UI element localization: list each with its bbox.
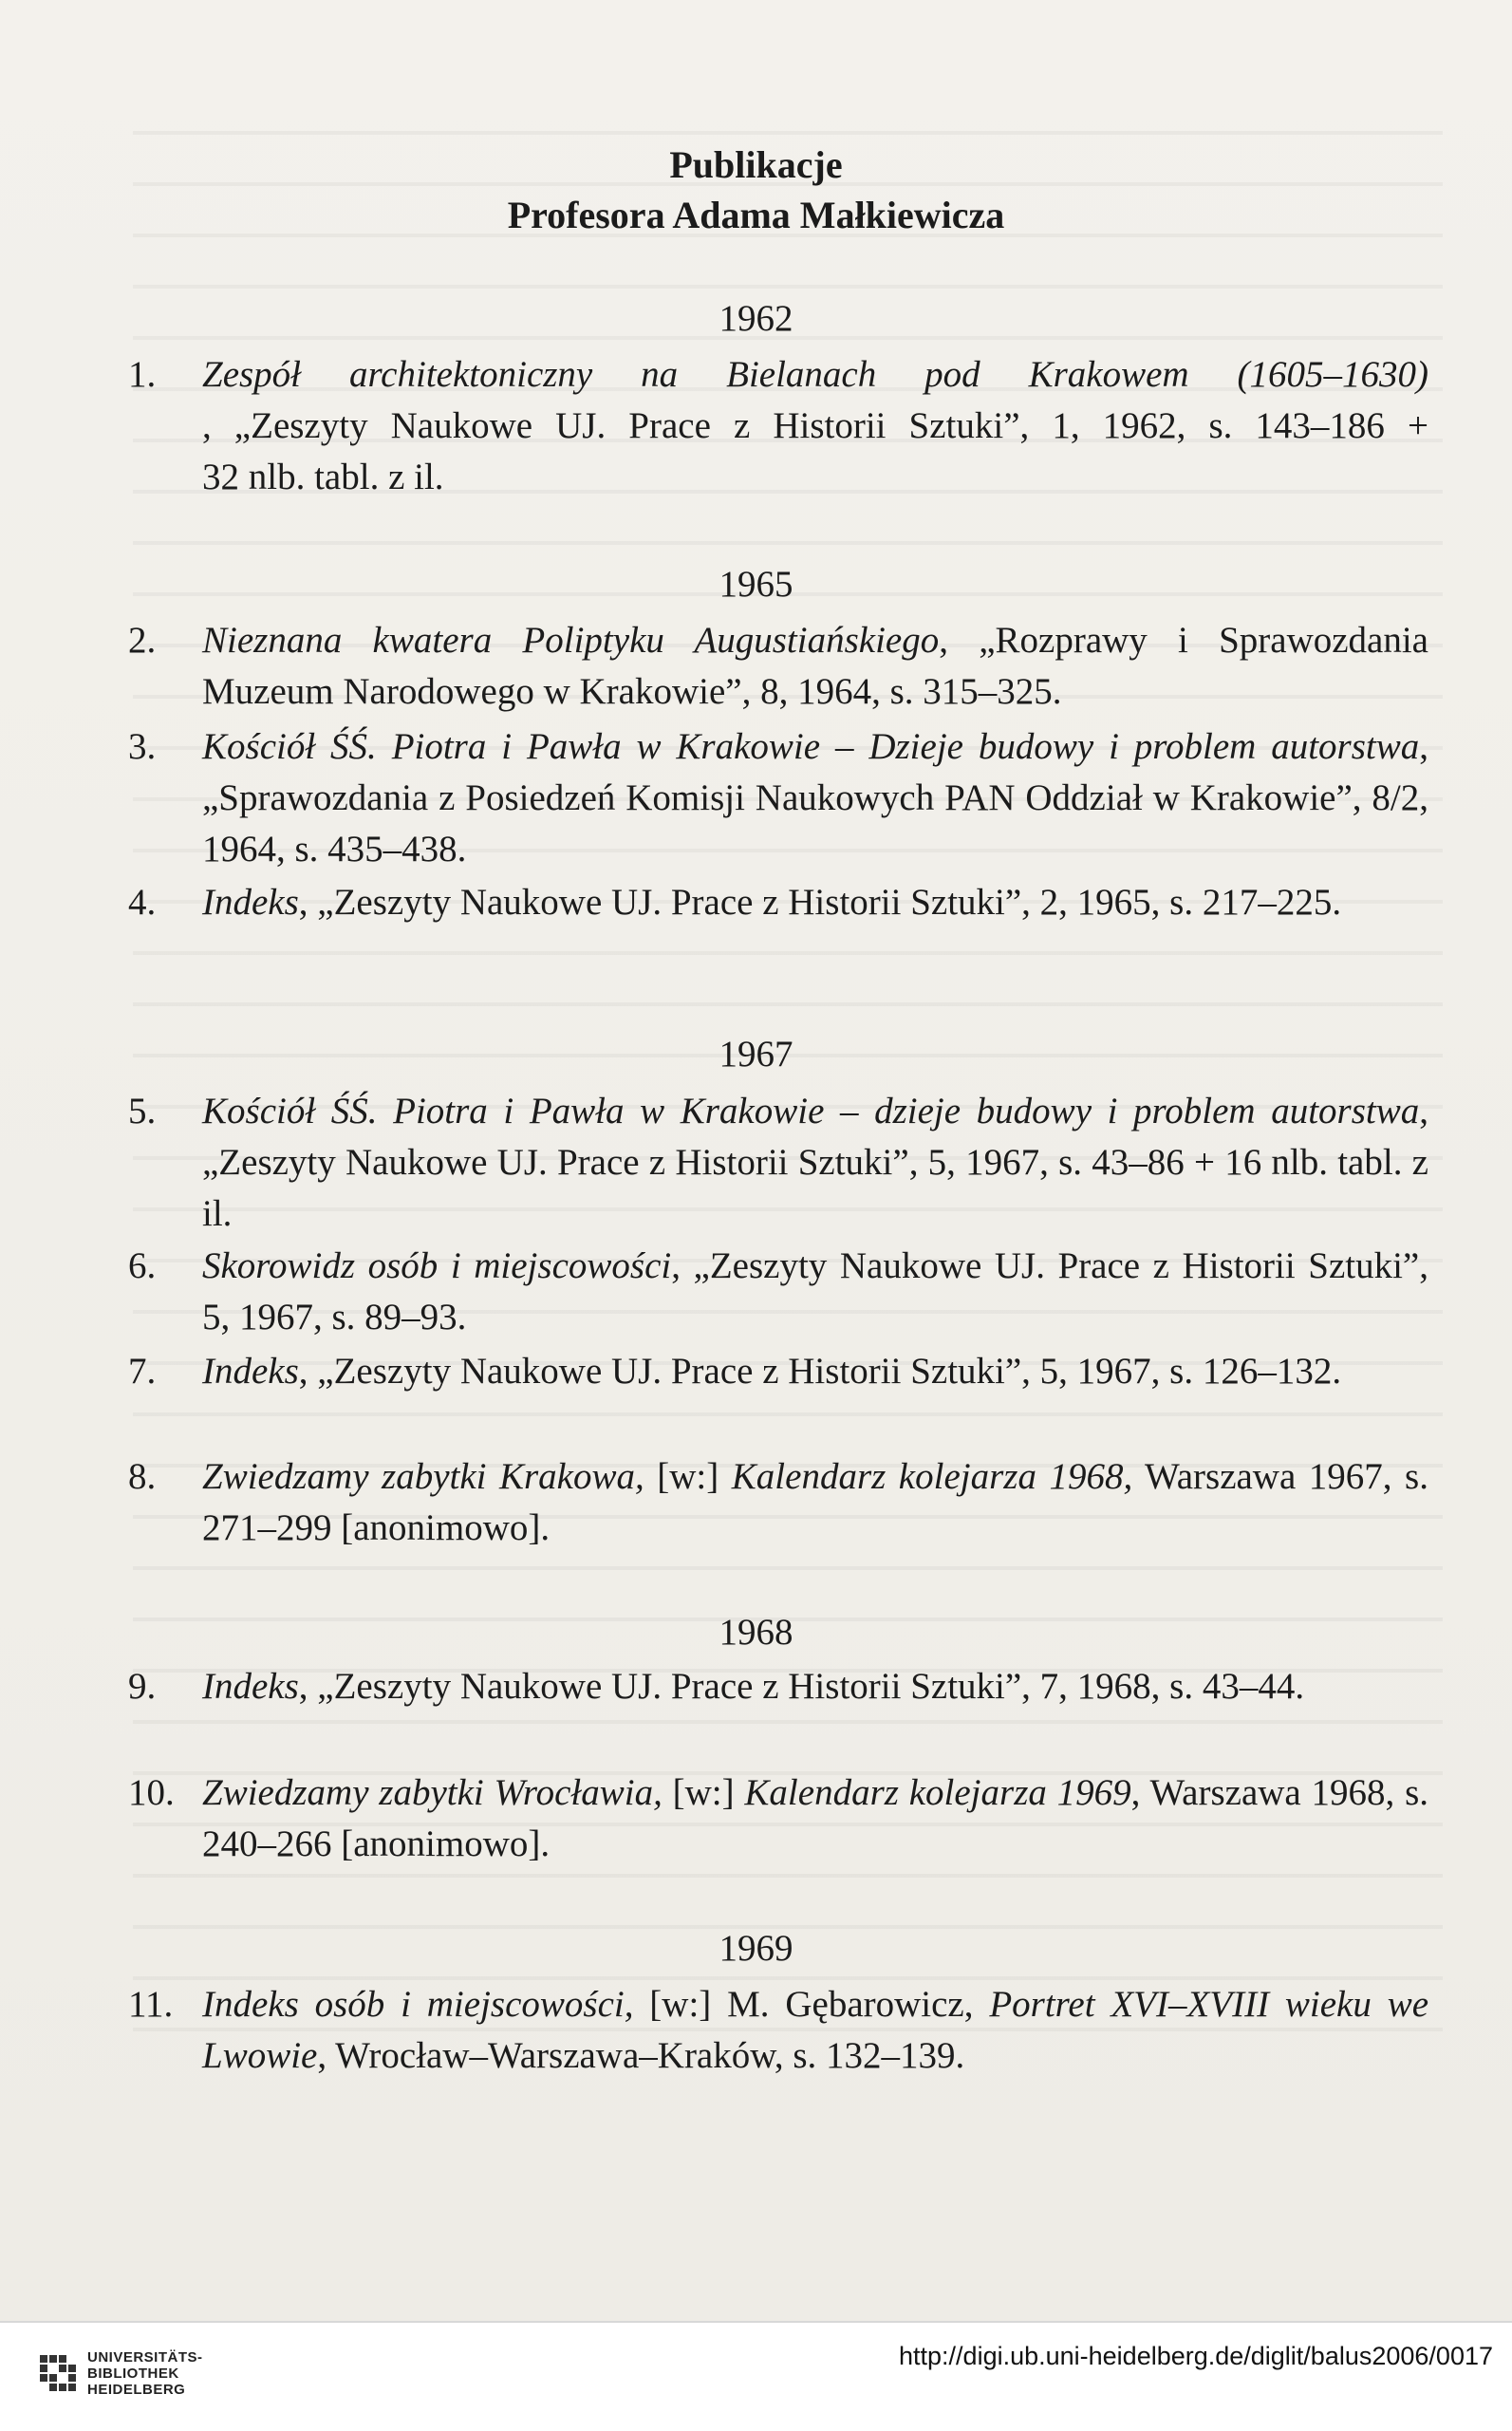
entry-number: 4. (128, 882, 157, 923)
footer-bar (0, 2321, 1512, 2431)
year-heading: 1965 (719, 564, 793, 605)
entry-text (202, 1086, 1428, 1240)
entry-title: Kościół ŚŚ. Piotra i Pawła w Krakowie – Dzieje budowy i problem autorstwa (202, 726, 1420, 767)
entry-text (202, 1451, 1428, 1554)
entry-title: Nieznana kwatera Poliptyku Augustiańskiego (202, 620, 940, 661)
year-heading: 1969 (719, 1928, 793, 1969)
entry-title-secondary: Kalendarz kolejarza 1969 (744, 1772, 1131, 1813)
library-logo-icon (36, 2351, 78, 2401)
entry-title: Zwiedzamy zabytki Krakowa, (202, 1456, 644, 1497)
entry-text (202, 1661, 1428, 1712)
entry-mid: [w:] M. Gębarowicz, (633, 1984, 990, 2025)
entry-rest: , „Rozprawy i Sprawozdania Muzeum Narodowego w Krakowie”, 8, 1964, s. 315–325. (202, 620, 1428, 712)
logo-line: UNIVERSITÄTS- (87, 2349, 203, 2366)
entry-rest: , Warszawa 1968, s. 240–266 [anonimowo]. (202, 1772, 1428, 1864)
entry-rest-line: 32 nlb. tabl. z il. (202, 457, 444, 497)
entry-title: Indeks osób i miejscowości, (202, 1984, 634, 2025)
entry-text (202, 1979, 1428, 2082)
entry-number: 5. (128, 1091, 157, 1131)
entry-number: 7. (128, 1351, 157, 1392)
library-logo-text (87, 2349, 203, 2398)
entry-text (202, 1241, 1428, 1343)
entry-number: 2. (128, 620, 157, 661)
entry-rest: , „Sprawozdania z Posiedzeń Komisji Naukowych PAN Oddział w Krakowie”, 8/2, 1964, s. 435–438. (202, 726, 1428, 870)
entry-mid: [w:] (644, 1456, 732, 1497)
entry-rest: Warszawa 1967, s. 271–299 [anonimowo]. (202, 1456, 1428, 1548)
entry-text (202, 349, 1428, 503)
entry-rest: , „Zeszyty Naukowe UJ. Prace z Historii Sztuki”, 2, 1965, s. 217–225. (298, 882, 1342, 923)
entry-number: 3. (128, 726, 157, 767)
year-heading: 1968 (719, 1612, 793, 1653)
entry-title: Kościół ŚŚ. Piotra i Pawła w Krakowie – dzieje budowy i problem autorstwa (202, 1091, 1420, 1131)
entry-rest-line: , „Zeszyty Naukowe UJ. Prace z Historii Sztuki”, 1, 1962, s. 143–186 + (202, 405, 1428, 446)
entry-text (202, 721, 1428, 875)
logo-line: HEIDELBERG (87, 2382, 186, 2398)
entry-title: Indeks (202, 1666, 299, 1707)
entry-rest: , Wrocław–Warszawa–Kraków, s. 132–139. (317, 2035, 965, 2076)
entry-number: 6. (128, 1245, 157, 1286)
entry-number: 10. (128, 1772, 175, 1813)
page-title: Publikacje (669, 143, 843, 186)
entry-title-secondary: Portret XVI–XVIII wieku we Lwowie (202, 1984, 1429, 2076)
entry-title: Zespół architektoniczny na Bielanach pod Krakowem (1605–1630) (202, 354, 1428, 395)
entry-rest: , „Zeszyty Naukowe UJ. Prace z Historii Sztuki”, 5, 1967, s. 89–93. (202, 1245, 1428, 1337)
entry-rest: , „Zeszyty Naukowe UJ. Prace z Historii Sztuki”, 7, 1968, s. 43–44. (298, 1666, 1305, 1707)
year-heading: 1962 (719, 298, 793, 339)
entry-text (202, 615, 1428, 718)
entry-title: Indeks (202, 882, 299, 923)
source-url-link[interactable]: http://digi.ub.uni-heidelberg.de/diglit/balus2006/0017 (899, 2342, 1493, 2370)
entry-title-secondary: Kalendarz kolejarza 1968, (731, 1456, 1133, 1497)
logo-line: BIBLIOTHEK (87, 2366, 179, 2382)
entry-text (202, 1767, 1428, 1870)
entry-text (202, 1346, 1428, 1397)
entry-rest: , „Zeszyty Naukowe UJ. Prace z Historii Sztuki”, 5, 1967, s. 126–132. (298, 1351, 1342, 1392)
entry-rest: , „Zeszyty Naukowe UJ. Prace z Historii Sztuki”, 5, 1967, s. 43–86 + 16 nlb. tabl. z il. (202, 1091, 1428, 1234)
entry-number: 8. (128, 1456, 157, 1497)
entry-title: Indeks (202, 1351, 299, 1392)
entry-number: 9. (128, 1666, 157, 1707)
entry-text (202, 877, 1428, 928)
entry-number: 11. (128, 1984, 174, 2025)
page-subtitle: Profesora Adama Małkiewicza (507, 194, 1005, 236)
entry-mid: [w:] (662, 1772, 745, 1813)
year-heading: 1967 (719, 1034, 793, 1075)
entry-number: 1. (128, 354, 157, 395)
entry-title: Zwiedzamy zabytki Wrocławia, (202, 1772, 663, 1813)
entry-title: Skorowidz osób i miejscowości (202, 1245, 672, 1286)
